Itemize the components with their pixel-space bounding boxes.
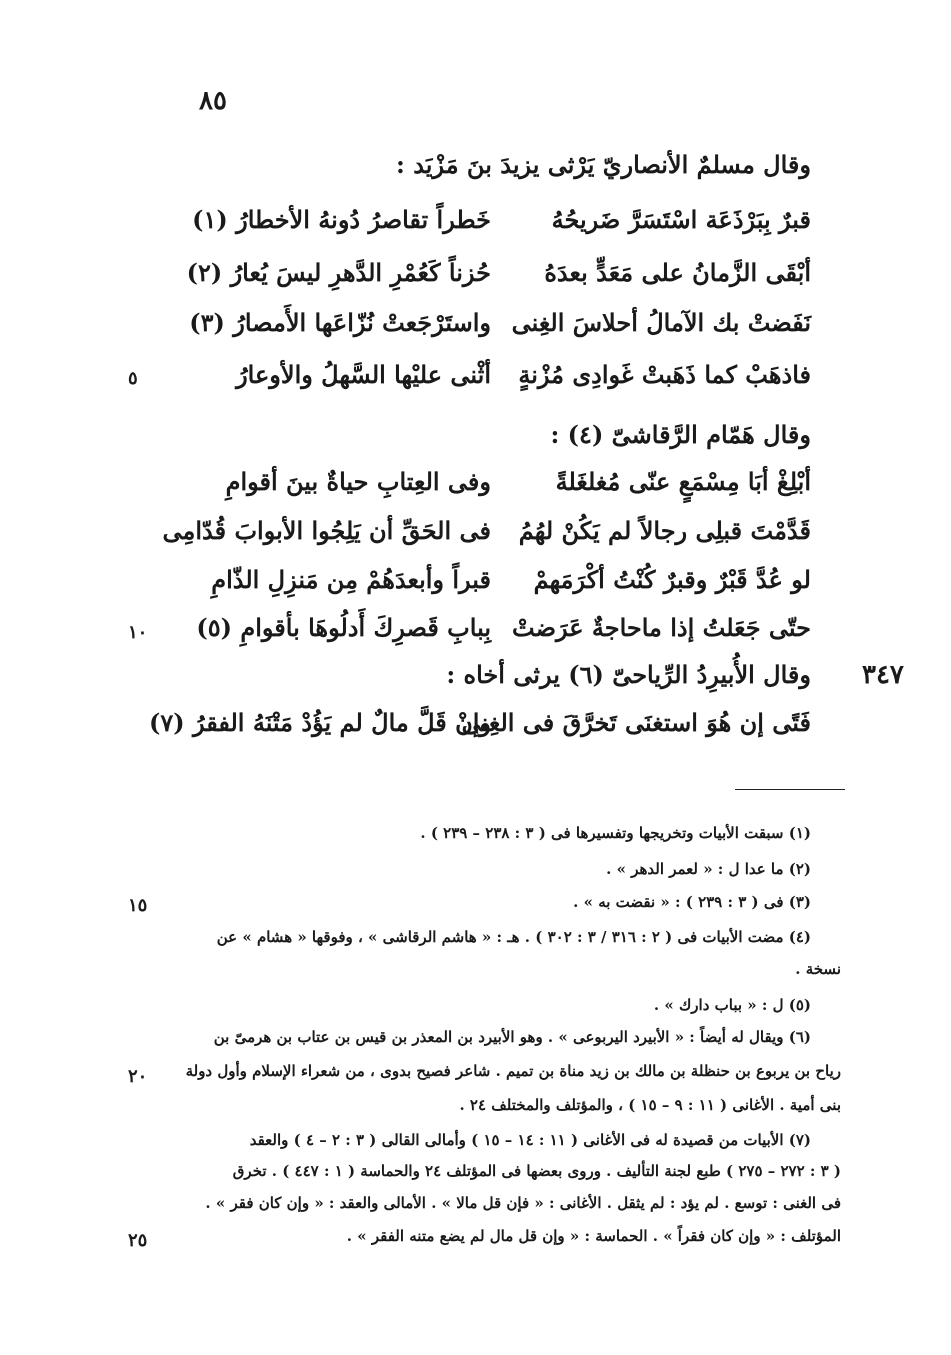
- verse-1-1-second: خَطراً تقاصرُ دُونهُ الأخطارُ (١): [192, 205, 491, 234]
- margin-line-20: ٢٠: [128, 1066, 148, 1087]
- margin-line-10: ١٠: [128, 622, 148, 643]
- verse-1-4-second: أثْنى عليْها السَّهلُ والأوعارُ: [236, 360, 491, 389]
- verse-2-1-second: وفى العِتابِ حياةٌ بينَ أقوامِ: [225, 467, 491, 496]
- verse-2-3-first: لو عُدَّ قَبْرٌ وقبرٌ كُنْتُ أكْرَمَهمْ: [533, 565, 811, 594]
- footnote-6: (٦) ويقال له أيضاً : « الأبيرد اليربوعى » . وهو الأبيرد بن المعذر بن قيس بن عتاب بن هرمىّ بن: [213, 1028, 811, 1046]
- footnote-7-cont-3: المؤتلف : « وإن كان فقراً » . الحماسة : « وإن قل مال لم يضع متنه الفقر » .: [346, 1227, 841, 1245]
- footnote-7-cont-2: فى الغنى : توسع . لم يؤد : لم يثقل . الأغانى : « فإن قل مالا » . الأمالى والعقد : « وإن كان فقر » .: [205, 1194, 841, 1212]
- verse-2-4-second: بِبابِ قَصرِكَ أَدلُوهَا بأقوامِ (٥): [196, 613, 491, 642]
- footnote-6-cont-2: بنى أمية . الأغانى ( ١١ : ٩ – ١٥ ) ، والمؤتلف والمختلف ٢٤ .: [459, 1096, 841, 1114]
- verse-1-4-first: فاذهَبْ كما ذَهَبتْ غَوادِى مُزْنةٍ: [518, 360, 811, 389]
- footnote-4-cont: نسخة .: [795, 960, 841, 978]
- verse-1-2-first: أبْقَى الزَّمانُ على مَعَدٍّ بعدَهُ: [544, 258, 811, 287]
- margin-entry-number: ٣٤٧: [862, 660, 904, 690]
- footnote-5: (٥) ل : « بباب دارك » .: [653, 996, 811, 1014]
- footnote-7-cont-1: ( ٣ : ٢٧٢ – ٢٧٥ ) طبع لجنة التأليف . وروى بعضها فى المؤتلف ٢٤ والحماسة ( ١ : ٤٤٧ ) . تخرق: [232, 1162, 841, 1180]
- verse-1-3-first: نَفَضتْ بك الآمالُ أحلاسَ الغِنى: [511, 308, 811, 337]
- verse-2-4-first: حتّى جَعَلتُ إذا ماحاجةٌ عَرَضتْ: [512, 613, 811, 642]
- footnote-6-cont-1: رياح بن يربوع بن حنظلة بن مالك بن زيد مناة بن تميم . شاعر فصيح بدوى ، من شعراء الإسلام وأول دولة: [185, 1062, 841, 1080]
- verse-1-1-first: قبرٌ بِبَرْذَعَة اسْتَسَرَّ ضَريحُهُ: [551, 205, 811, 234]
- verse-1-2-second: حُزناً كَعُمْرِ الدَّهرِ ليسَ يُعارُ (٢): [186, 258, 491, 287]
- footnote-4: (٤) مضت الأبيات فى ( ٢ : ٣١٦ / ٣ : ٣٠٢ ) . هـ : « هاشم الرقاشى » ، وفوقها « هشام » عن: [216, 928, 811, 946]
- verse-3-1-first: فَتًى إن هُوَ استغنَى تَخرَّقَ فى الغِنى: [461, 708, 811, 737]
- footnote-3: (٣) فى ( ٣ : ٢٣٩ ) : « نقضت به » .: [573, 893, 811, 911]
- margin-line-25: ٢٥: [128, 1230, 148, 1251]
- verse-2-2-second: فى الحَقِّ أن يَلِجُوا الأبوابَ قُدّامِى: [162, 516, 491, 545]
- section-1-intro: وقال مسلمٌ الأنصاريّ يَرْثى يزيدَ بنَ مَزْيَد :: [395, 150, 811, 179]
- footnote-7: (٧) الأبيات من قصيدة له فى الأغانى ( ١١ : ١٤ – ١٥ ) وأمالى القالى ( ٣ : ٢ – ٤ ) والعقد: [249, 1131, 811, 1149]
- verse-2-3-second: قبراً وأبعدَهُمْ مِن مَنزِلِ الذّامِ: [211, 565, 491, 594]
- footnote-separator: [735, 789, 845, 790]
- page-number: ٨٥: [199, 86, 227, 116]
- section-3-intro: وقال الأُبيرِدُ الرِّياحىّ (٦) يرثى أخاه :: [446, 660, 811, 689]
- verse-2-2-first: قَدَّمْتَ قبلِى رجالاً لم يَكُنْ لهُمُ: [518, 516, 811, 545]
- margin-line-5: ٥: [128, 368, 138, 389]
- margin-line-15: ١٥: [128, 895, 148, 916]
- footnote-2: (٢) ما عدا ل : « لعمر الدهر » .: [606, 860, 811, 878]
- verse-2-1-first: أبْلِغْ أبَا مِسْمَعٍ عنّى مُغلغَلةً: [555, 467, 811, 496]
- verse-1-3-second: واستَرْجَعتْ نُزّاعَها الأَمصارُ (٣): [189, 308, 491, 337]
- footnote-1: (١) سبقت الأبيات وتخريجها وتفسيرها فى ( ٣ : ٢٣٨ – ٢٣٩ ) .: [420, 824, 811, 842]
- section-2-intro: وقال هَمّام الرَّقاشىّ (٤) :: [550, 420, 811, 449]
- verse-3-1-second: وإنْ قَلَّ مالٌ لم يَؤُدْ مَتْنَهُ الفقرُ (٧): [149, 708, 491, 737]
